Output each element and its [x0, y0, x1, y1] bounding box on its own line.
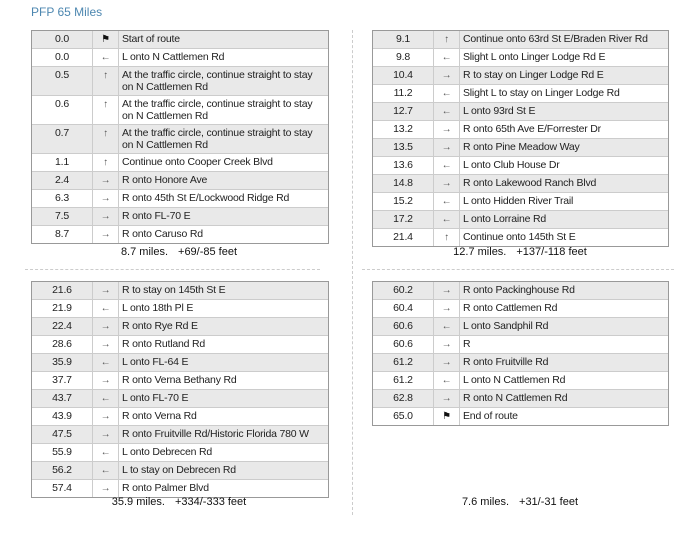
cue-instruction: R onto FL-70 E — [119, 208, 329, 226]
cue-row — [32, 31, 328, 49]
cue-row — [32, 67, 328, 96]
cue-distance: 0.0 — [32, 31, 93, 49]
cue-distance: 8.7 — [32, 226, 93, 244]
cue-instruction: L onto Lorraine Rd — [460, 211, 669, 229]
cue-instruction: L onto Club House Dr — [460, 157, 669, 175]
right-arrow-icon: → — [100, 193, 111, 204]
flag-icon: ⚑ — [442, 411, 451, 422]
route-title: PFP 65 Miles — [31, 5, 103, 19]
left-arrow-icon: ← — [441, 88, 452, 99]
cue-row — [32, 408, 328, 426]
cue-distance: 17.2 — [373, 211, 434, 229]
cue-row — [32, 336, 328, 354]
straight-arrow-icon: ↑ — [103, 99, 108, 110]
segment-summary — [31, 246, 327, 258]
right-arrow-icon: → — [441, 142, 452, 153]
cue-row — [373, 229, 668, 247]
cue-distance: 56.2 — [32, 462, 93, 480]
cue-row — [373, 139, 668, 157]
cue-distance: 55.9 — [32, 444, 93, 462]
cue-instruction: L onto 93rd St E — [460, 103, 669, 121]
cue-instruction: R onto Caruso Rd — [122, 228, 203, 240]
cue-row — [32, 125, 328, 154]
right-arrow-icon: → — [441, 178, 452, 189]
page-cut-divider-vertical — [352, 30, 353, 515]
cue-row — [32, 282, 328, 300]
cue-instruction: L onto Hidden River Trail — [460, 193, 669, 211]
cue-instruction: Slight L to stay on Linger Lodge Rd — [460, 85, 669, 103]
right-arrow-icon: → — [100, 321, 111, 332]
cue-instruction: End of route — [463, 410, 518, 422]
left-arrow-icon: ← — [100, 52, 111, 63]
cue-instruction: R to stay on Linger Lodge Rd E — [460, 67, 669, 85]
cue-row — [373, 211, 668, 229]
cue-instruction: R onto N Cattlemen Rd — [460, 390, 669, 408]
cue-instruction: R onto Fruitville Rd — [460, 354, 669, 372]
flag-icon: ⚑ — [101, 34, 110, 45]
cue-instruction: At the traffic circle, continue straight to stay on N Cattlemen Rd — [119, 67, 329, 96]
cue-distance: 62.8 — [373, 390, 434, 408]
page-cut-divider-horizontal-right — [362, 269, 674, 270]
cue-distance: 0.7 — [32, 125, 93, 154]
cue-distance: 13.6 — [373, 157, 434, 175]
cue-instruction: At the traffic circle, continue straight to stay on N Cattlemen Rd — [119, 96, 329, 125]
segment-elevation: +69/-85 feet — [178, 246, 238, 258]
cue-table — [32, 282, 328, 497]
cue-distance: 0.0 — [32, 49, 93, 67]
cue-row — [32, 96, 328, 125]
cue-distance: 14.8 — [373, 175, 434, 193]
cue-distance: 60.2 — [373, 282, 434, 300]
cue-instruction: At the traffic circle, continue straight to stay on N Cattlemen Rd — [119, 125, 329, 154]
cue-row — [373, 390, 668, 408]
cue-distance: 0.6 — [32, 96, 93, 125]
cue-row — [373, 157, 668, 175]
cue-row — [32, 190, 328, 208]
cue-distance: 13.2 — [373, 121, 434, 139]
segment-summary — [372, 496, 668, 508]
cue-row — [32, 172, 328, 190]
left-arrow-icon: ← — [100, 447, 111, 458]
cue-instruction: L to stay on Debrecen Rd — [119, 462, 329, 480]
cue-table — [32, 31, 328, 243]
cue-distance: 21.9 — [32, 300, 93, 318]
cue-row — [373, 85, 668, 103]
cue-row — [32, 300, 328, 318]
straight-arrow-icon: ↑ — [444, 34, 449, 45]
cue-distance: 47.5 — [32, 426, 93, 444]
left-arrow-icon: ← — [441, 52, 452, 63]
cue-instruction: Continue onto Cooper Creek Blvd — [119, 154, 329, 172]
straight-arrow-icon: ↑ — [103, 157, 108, 168]
cue-table-bottom-left — [31, 281, 329, 498]
cue-instruction: R onto Pine Meadow Way — [460, 139, 669, 157]
cue-distance: 7.5 — [32, 208, 93, 226]
cue-row — [32, 318, 328, 336]
cue-row — [373, 121, 668, 139]
cue-instruction: Start of route — [119, 31, 329, 49]
cue-instruction: R onto Cattlemen Rd — [460, 300, 669, 318]
cue-instruction: R onto Honore Ave — [119, 172, 329, 190]
cue-instruction: Continue onto 145th St E — [463, 231, 576, 243]
cue-row — [373, 175, 668, 193]
cue-distance: 21.4 — [373, 229, 434, 247]
cue-table-top-left — [31, 30, 329, 244]
right-arrow-icon: → — [441, 339, 452, 350]
right-arrow-icon: → — [441, 285, 452, 296]
cue-distance: 22.4 — [32, 318, 93, 336]
cue-distance: 15.2 — [373, 193, 434, 211]
cue-instruction: Slight L onto Linger Lodge Rd E — [460, 49, 669, 67]
right-arrow-icon: → — [441, 124, 452, 135]
cue-instruction: R onto Verna Bethany Rd — [119, 372, 329, 390]
cue-row — [373, 354, 668, 372]
cue-row — [32, 226, 328, 244]
cue-row — [32, 354, 328, 372]
cue-row — [373, 193, 668, 211]
cue-distance: 11.2 — [373, 85, 434, 103]
cue-row — [373, 103, 668, 121]
cue-distance: 61.2 — [373, 372, 434, 390]
cue-table-top-right — [372, 30, 669, 247]
segment-distance: 7.6 miles. — [461, 496, 510, 508]
cue-row — [373, 282, 668, 300]
page-cut-divider-horizontal-left — [25, 269, 320, 270]
left-arrow-icon: ← — [441, 196, 452, 207]
cue-instruction: L onto N Cattlemen Rd — [119, 49, 329, 67]
right-arrow-icon: → — [441, 70, 452, 81]
right-arrow-icon: → — [100, 411, 111, 422]
cue-instruction: L onto Debrecen Rd — [119, 444, 329, 462]
left-arrow-icon: ← — [441, 214, 452, 225]
cue-distance: 6.3 — [32, 190, 93, 208]
cue-distance: 60.6 — [373, 318, 434, 336]
cue-instruction: R onto Fruitville Rd/Historic Florida 780 W — [119, 426, 329, 444]
cue-distance: 9.8 — [373, 49, 434, 67]
cue-distance: 57.4 — [32, 480, 93, 498]
left-arrow-icon: ← — [100, 357, 111, 368]
cue-row — [32, 390, 328, 408]
cue-row — [373, 372, 668, 390]
cue-row — [373, 336, 668, 354]
cue-distance: 43.7 — [32, 390, 93, 408]
cue-instruction: R onto Palmer Blvd — [122, 482, 209, 494]
left-arrow-icon: ← — [441, 106, 452, 117]
cue-distance: 0.5 — [32, 67, 93, 96]
cue-distance: 61.2 — [373, 354, 434, 372]
right-arrow-icon: → — [100, 211, 111, 222]
cue-instruction: L onto Sandphil Rd — [460, 318, 669, 336]
cue-distance: 60.4 — [373, 300, 434, 318]
cue-instruction: R to stay on 145th St E — [119, 282, 329, 300]
right-arrow-icon: → — [100, 429, 111, 440]
cue-row — [373, 31, 668, 49]
right-arrow-icon: → — [100, 339, 111, 350]
right-arrow-icon: → — [441, 393, 452, 404]
cue-distance: 10.4 — [373, 67, 434, 85]
right-arrow-icon: → — [441, 357, 452, 368]
cue-distance: 37.7 — [32, 372, 93, 390]
left-arrow-icon: ← — [441, 321, 452, 332]
cue-distance: 1.1 — [32, 154, 93, 172]
cue-instruction: L onto FL-70 E — [119, 390, 329, 408]
segment-distance: 8.7 miles. — [120, 246, 169, 258]
cue-distance: 21.6 — [32, 282, 93, 300]
cue-instruction: Continue onto 63rd St E/Braden River Rd — [460, 31, 669, 49]
cue-row — [373, 67, 668, 85]
cue-row — [32, 426, 328, 444]
segment-summary — [372, 246, 668, 258]
left-arrow-icon: ← — [441, 375, 452, 386]
segment-elevation: +31/-31 feet — [519, 496, 579, 508]
straight-arrow-icon: ↑ — [103, 70, 108, 81]
cue-row — [373, 300, 668, 318]
segment-elevation: +137/-118 feet — [516, 246, 587, 258]
cue-distance: 43.9 — [32, 408, 93, 426]
cue-distance: 28.6 — [32, 336, 93, 354]
cue-table — [373, 31, 668, 246]
cue-row — [32, 372, 328, 390]
cue-instruction: L onto N Cattlemen Rd — [460, 372, 669, 390]
cue-instruction: L onto FL-64 E — [119, 354, 329, 372]
cue-distance: 65.0 — [373, 408, 434, 426]
cue-row — [32, 208, 328, 226]
segment-distance: 12.7 miles. — [453, 246, 507, 258]
cue-row — [32, 49, 328, 67]
straight-arrow-icon: ↑ — [103, 128, 108, 139]
cue-distance: 60.6 — [373, 336, 434, 354]
cue-row — [32, 154, 328, 172]
cue-distance: 12.7 — [373, 103, 434, 121]
cue-instruction: R onto Rye Rd E — [119, 318, 329, 336]
cue-table — [373, 282, 668, 425]
right-arrow-icon: → — [100, 285, 111, 296]
cue-instruction: R onto 65th Ave E/Forrester Dr — [460, 121, 669, 139]
right-arrow-icon: → — [100, 483, 111, 494]
cue-row — [32, 480, 328, 498]
cue-row — [373, 408, 668, 426]
right-arrow-icon: → — [100, 375, 111, 386]
cue-instruction: R onto Lakewood Ranch Blvd — [460, 175, 669, 193]
cue-row — [373, 49, 668, 67]
right-arrow-icon: → — [100, 175, 111, 186]
cue-distance: 2.4 — [32, 172, 93, 190]
segment-elevation: +334/-333 feet — [174, 496, 247, 508]
cue-row — [32, 462, 328, 480]
cue-row — [373, 318, 668, 336]
cue-instruction: R onto Verna Rd — [119, 408, 329, 426]
straight-arrow-icon: ↑ — [444, 232, 449, 243]
cue-row — [32, 444, 328, 462]
left-arrow-icon: ← — [100, 393, 111, 404]
cue-table-bottom-right — [372, 281, 669, 426]
cue-instruction: L onto 18th Pl E — [119, 300, 329, 318]
right-arrow-icon: → — [100, 229, 111, 240]
cue-distance: 35.9 — [32, 354, 93, 372]
right-arrow-icon: → — [441, 303, 452, 314]
left-arrow-icon: ← — [100, 303, 111, 314]
segment-summary — [31, 496, 327, 508]
cue-distance: 13.5 — [373, 139, 434, 157]
segment-distance: 35.9 miles. — [111, 496, 165, 508]
cue-instruction: R — [460, 336, 669, 354]
cue-instruction: R onto Rutland Rd — [119, 336, 329, 354]
left-arrow-icon: ← — [441, 160, 452, 171]
cue-instruction: R onto Packinghouse Rd — [460, 282, 669, 300]
cue-instruction: R onto 45th St E/Lockwood Ridge Rd — [119, 190, 329, 208]
cue-distance: 9.1 — [373, 31, 434, 49]
left-arrow-icon: ← — [100, 465, 111, 476]
